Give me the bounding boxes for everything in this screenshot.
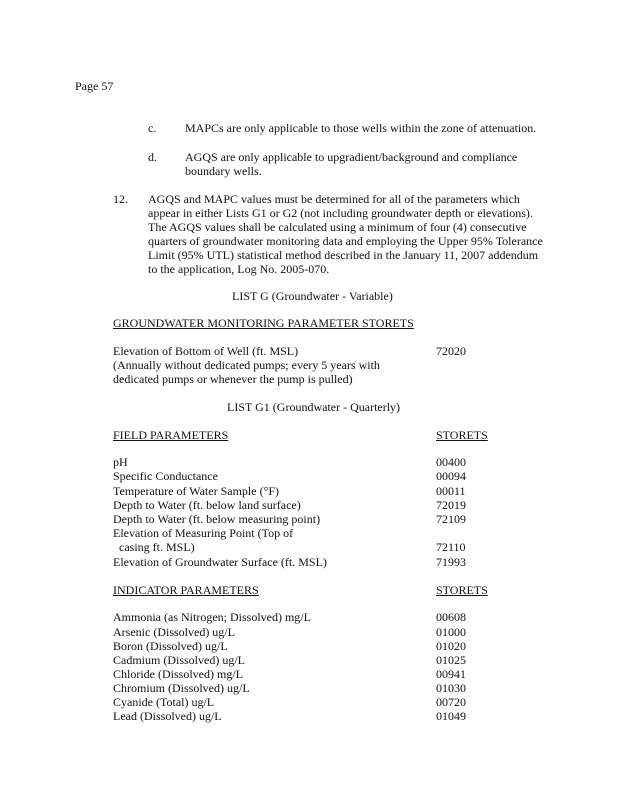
field-row-name: Specific Conductance (113, 469, 218, 483)
field-row-name: Temperature of Water Sample (°F) (113, 484, 280, 498)
item-d-line-1: AGQS are only applicable to upgradient/background and compliance (185, 150, 518, 164)
field-storets-header: STORETS (436, 428, 488, 442)
paragraph-12-line: The AGQS values shall be calculated using a minimum of four (4) consecutive (148, 220, 527, 234)
field-row-storet: 72110 (436, 540, 466, 554)
indicator-row-name: Ammonia (as Nitrogen; Dissolved) mg/L (113, 610, 311, 624)
list-g-row-line: dedicated pumps or whenever the pump is pulled) (113, 372, 353, 386)
indicator-row-storet: 00608 (436, 610, 466, 624)
indicator-row-storet: 01049 (436, 709, 466, 723)
field-row-name: Depth to Water (ft. below measuring point) (113, 512, 321, 526)
list-g1-title: LIST G1 (Groundwater - Quarterly) (227, 400, 401, 414)
page-label: Page 57 (75, 79, 114, 93)
paragraph-12-line: quarters of groundwater monitoring data and employing the Upper 95% Tolerance (148, 234, 543, 248)
indicator-row-name: Chloride (Dissolved) mg/L (113, 667, 243, 681)
field-row-name: pH (113, 455, 128, 469)
list-g-row-line: (Annually without dedicated pumps; every 5 years with (113, 358, 380, 372)
indicator-row-name: Lead (Dissolved) ug/L (113, 709, 222, 723)
field-row-storet: 72019 (436, 498, 466, 512)
field-row-storet: 71993 (436, 555, 466, 569)
item-c-text: MAPCs are only applicable to those wells within the zone of attenuation. (185, 121, 537, 135)
paragraph-12-line: to the application, Log No. 2005-070. (148, 262, 330, 276)
indicator-row-name: Boron (Dissolved) ug/L (113, 639, 228, 653)
list-g-row-line: Elevation of Bottom of Well (ft. MSL) (113, 344, 299, 358)
field-parameters-header: FIELD PARAMETERS (113, 428, 229, 442)
list-g-title: LIST G (Groundwater - Variable) (232, 289, 393, 303)
list-g-header: GROUNDWATER MONITORING PARAMETER STORETS (113, 316, 414, 330)
field-row-name: Depth to Water (ft. below land surface) (113, 498, 301, 512)
indicator-row-storet: 01000 (436, 625, 466, 639)
paragraph-12-line: appear in either Lists G1 or G2 (not including groundwater depth or elevations). (148, 206, 533, 220)
field-row-storet: 00094 (436, 469, 466, 483)
paragraph-12-line: AGQS and MAPC values must be determined for all of the parameters which (148, 192, 520, 206)
indicator-row-name: Cyanide (Total) ug/L (113, 695, 215, 709)
indicator-row-name: Arsenic (Dissolved) ug/L (113, 625, 235, 639)
item-d-marker: d. (148, 150, 157, 164)
indicator-row-storet: 01030 (436, 681, 466, 695)
indicator-row-storet: 00720 (436, 695, 466, 709)
field-row-name: Elevation of Measuring Point (Top of (113, 526, 294, 540)
field-row-name: Elevation of Groundwater Surface (ft. MSL) (113, 555, 327, 569)
item-c-marker: c. (148, 121, 157, 135)
indicator-row-name: Cadmium (Dissolved) ug/L (113, 653, 245, 667)
field-row-name: casing ft. MSL) (113, 540, 195, 554)
paragraph-12-line: Limit (95% UTL) statistical method described in the January 11, 2007 addendum (148, 248, 539, 262)
indicator-row-storet: 01020 (436, 639, 466, 653)
field-row-storet: 00011 (436, 484, 466, 498)
indicator-storets-header: STORETS (436, 583, 488, 597)
field-row-storet: 72109 (436, 512, 466, 526)
indicator-parameters-header: INDICATOR PARAMETERS (113, 583, 259, 597)
item-d-line-2: boundary wells. (185, 164, 262, 178)
list-g-row-storet: 72020 (436, 344, 466, 358)
indicator-row-name: Chromium (Dissolved) ug/L (113, 681, 250, 695)
field-row-storet: 00400 (436, 455, 466, 469)
paragraph-12-marker: 12. (113, 192, 128, 206)
indicator-row-storet: 00941 (436, 667, 466, 681)
indicator-row-storet: 01025 (436, 653, 466, 667)
